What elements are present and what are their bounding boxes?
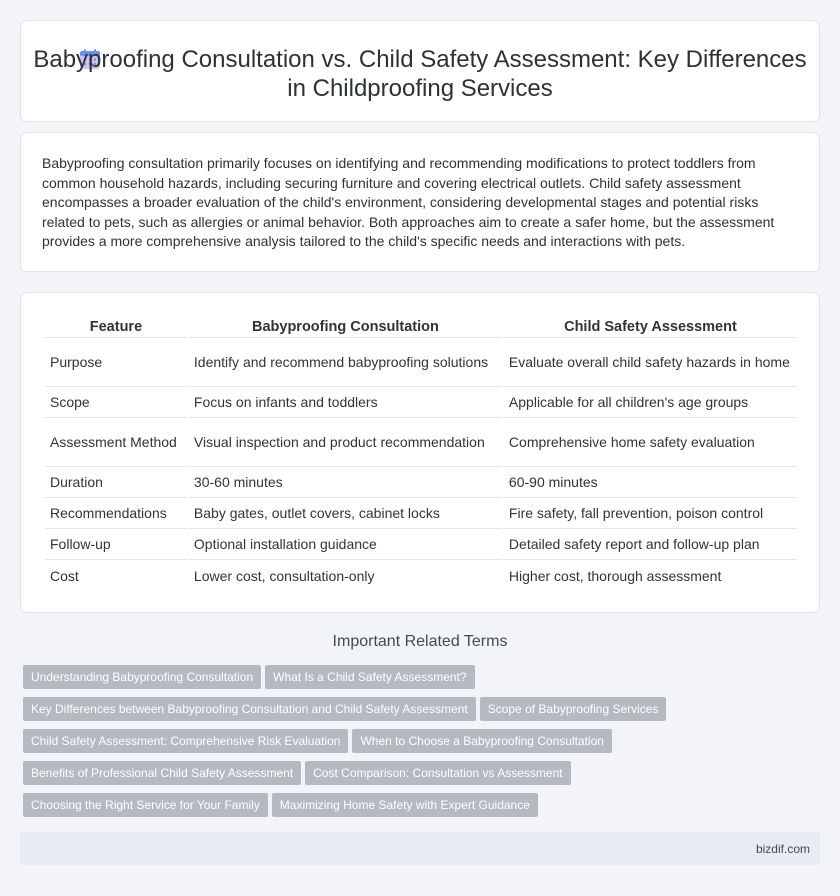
feature-cell: Purpose xyxy=(45,338,187,387)
header-feature: Feature xyxy=(45,316,187,338)
related-term-tag[interactable]: Scope of Babyproofing Services xyxy=(480,697,667,721)
assessment-cell: Comprehensive home safety evaluation xyxy=(504,418,797,467)
related-term-tag[interactable]: Cost Comparison: Consultation vs Assessment xyxy=(305,761,570,785)
related-term-tag[interactable]: Key Differences between Babyproofing Consultation and Child Safety Assessment xyxy=(23,697,476,721)
consultation-cell: Baby gates, outlet covers, cabinet locks xyxy=(189,498,502,529)
page-title: Babyproofing Consultation vs. Child Safety Assessment: Key Differences in Childproofing Services xyxy=(33,46,807,102)
comparison-table xyxy=(43,316,799,591)
related-term-tag[interactable]: Benefits of Professional Child Safety Assessment xyxy=(23,761,301,785)
assessment-cell: Detailed safety report and follow-up plan xyxy=(504,529,797,560)
related-term-tag[interactable]: Child Safety Assessment: Comprehensive Risk Evaluation xyxy=(23,729,348,753)
table-row xyxy=(45,498,797,529)
tag-row xyxy=(23,729,823,761)
consultation-cell: Visual inspection and product recommendation xyxy=(189,418,502,467)
assessment-cell: Applicable for all children's age groups xyxy=(504,387,797,418)
comparison-table-card xyxy=(20,292,820,613)
related-term-tag[interactable]: Choosing the Right Service for Your Family xyxy=(23,793,268,817)
tag-row xyxy=(23,761,823,793)
consultation-cell: Optional installation guidance xyxy=(189,529,502,560)
table-row xyxy=(45,338,797,387)
feature-cell: Cost xyxy=(50,567,79,584)
feature-cell: Recommendations xyxy=(45,498,187,529)
feature-cell: Scope xyxy=(45,387,187,418)
feature-cell: Duration xyxy=(45,467,187,498)
consultation-cell: Focus on infants and toddlers xyxy=(189,387,502,418)
assessment-cell: Evaluate overall child safety hazards in home xyxy=(504,338,797,387)
title-card xyxy=(20,20,820,122)
summary-card xyxy=(20,132,820,272)
assessment-cell: Fire safety, fall prevention, poison control xyxy=(504,498,797,529)
consultation-cell: 30-60 minutes xyxy=(189,467,502,498)
feature-cell: Follow-up xyxy=(45,529,187,560)
table-row xyxy=(45,467,797,498)
footer xyxy=(20,832,820,865)
assessment-cell: Higher cost, thorough assessment xyxy=(508,567,722,584)
related-terms-title: Important Related Terms xyxy=(332,633,508,650)
related-term-tag[interactable]: What Is a Child Safety Assessment? xyxy=(265,665,474,689)
related-term-tag[interactable]: When to Choose a Babyproofing Consultation xyxy=(352,729,612,753)
related-terms-list xyxy=(23,665,823,825)
consultation-cell: Lower cost, consultation-only xyxy=(193,567,375,584)
tag-row xyxy=(23,665,823,697)
tag-row xyxy=(23,793,823,825)
related-term-tag[interactable]: Maximizing Home Safety with Expert Guidance xyxy=(272,793,538,817)
feature-cell: Assessment Method xyxy=(45,418,187,467)
related-term-tag[interactable]: Understanding Babyproofing Consultation xyxy=(23,665,261,689)
table-row xyxy=(45,418,797,467)
table-row xyxy=(45,529,797,560)
table-row xyxy=(45,387,797,418)
summary-text: Babyproofing consultation primarily focuses on identifying and recommending modifications to protect toddlers from common household hazards, including securing furniture and covering electrical outlets. Child safety assessment encompasses a broader evaluation of the child's environment, considering developmental stages and potential risks related to pets, such as allergies or animal behavior. Both approaches aim to create a safer home, but the assessment provides a more comprehensive analysis tailored to the child's specific needs and interactions with pets. xyxy=(42,155,775,250)
table-header-row xyxy=(45,316,797,338)
tag-row xyxy=(23,697,823,729)
consultation-cell: Identify and recommend babyproofing solutions xyxy=(189,338,502,387)
assessment-cell: 60-90 minutes xyxy=(504,467,797,498)
footer-site-link[interactable]: bizdif.com xyxy=(755,842,810,856)
header-babyproofing-consultation: Babyproofing Consultation xyxy=(189,316,502,338)
table-row xyxy=(45,560,797,591)
header-child-safety-assessment: Child Safety Assessment xyxy=(504,316,797,338)
